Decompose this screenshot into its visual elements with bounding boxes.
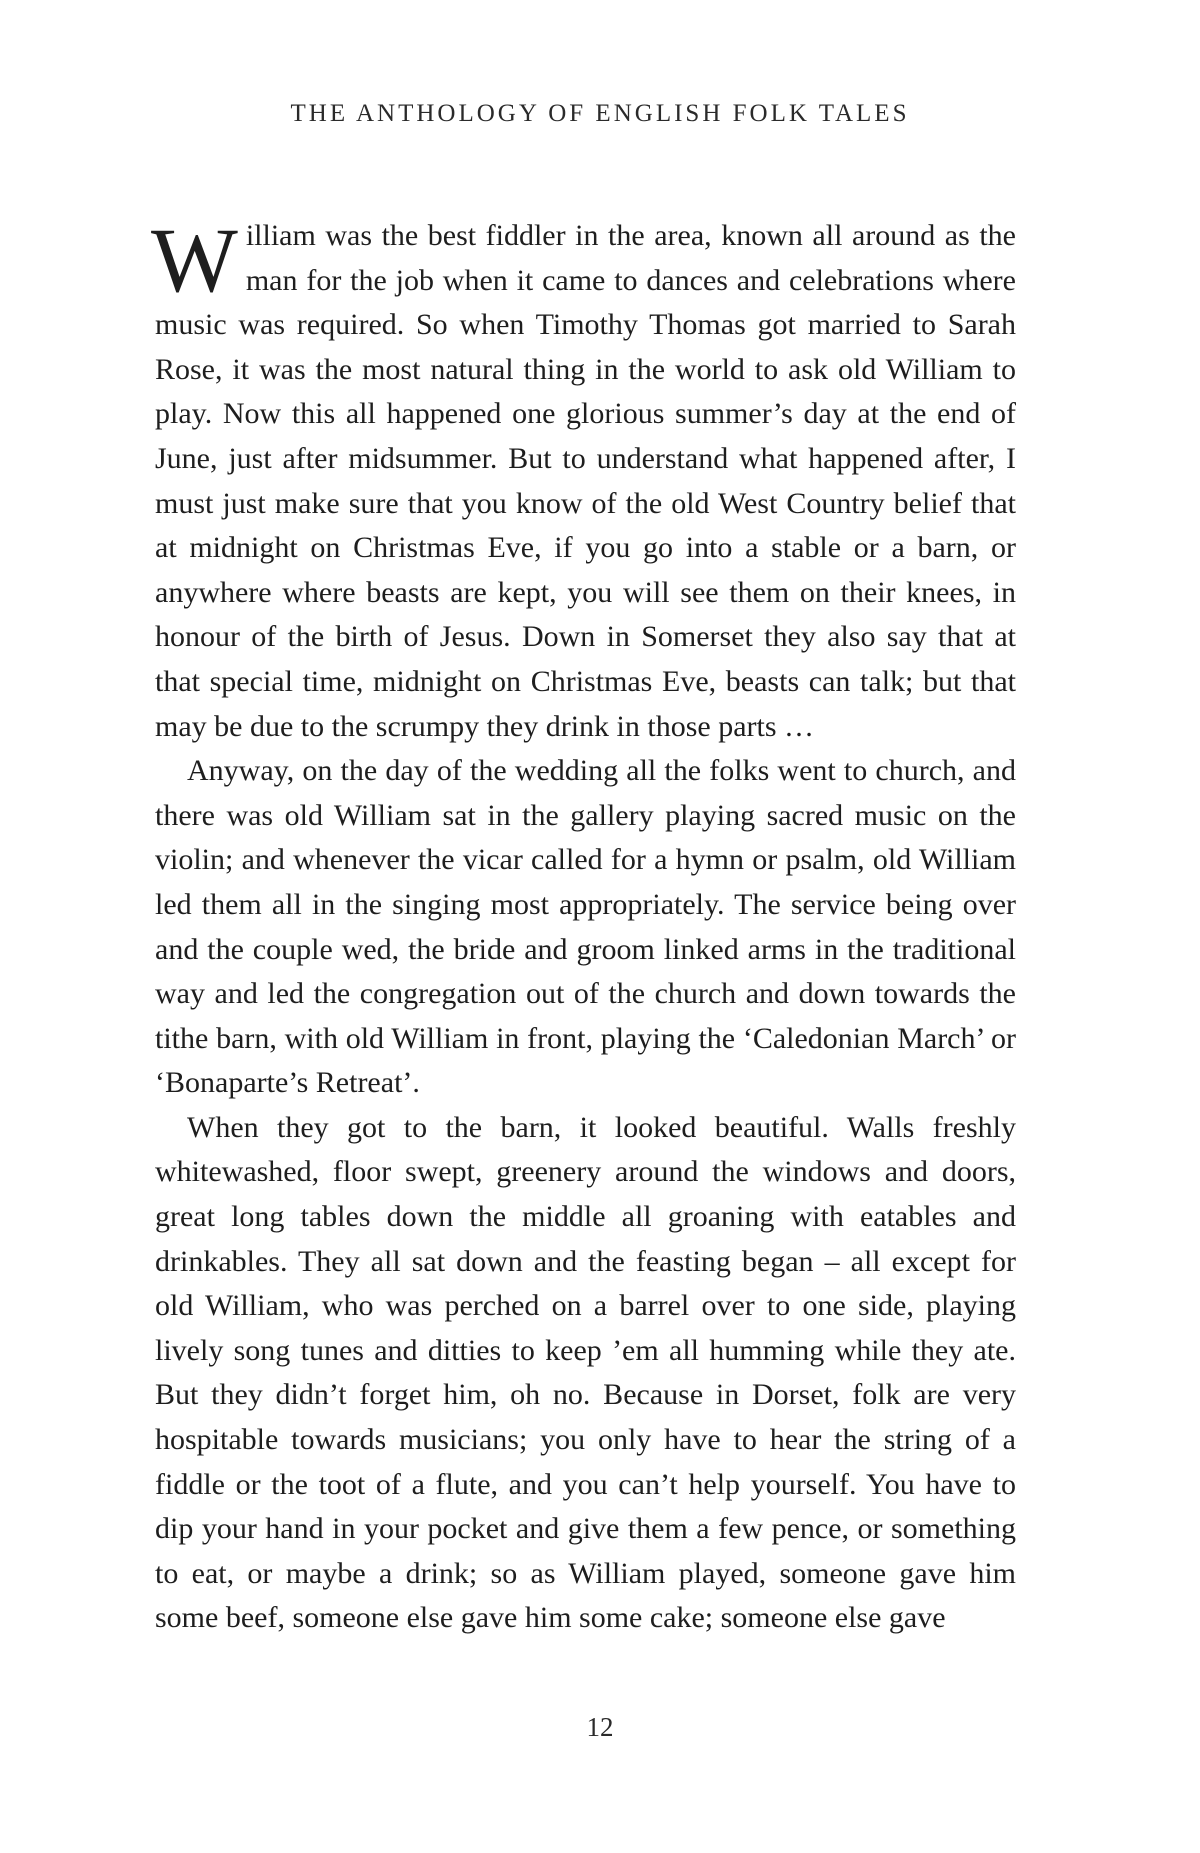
paragraph-opening [151, 209, 1016, 749]
paragraph-opening-text: illiam was the best fiddler in the area, known all around as the man for the job when it came to dances and celebrations where music was required. So when Timothy Thomas got married to Sarah Rose, it was the most natural thing in the world to ask old William to play. Now this all happened one glorious summer’s day at the end of June, just after midsummer. But to understand what happened after, I must just make sure that you know of the old West Country belief that at midnight on Christmas Eve, if you go into a stable or a barn, or anywhere where beasts are kept, you will see them on their knees, in honour of the birth of Jesus. Down in Somerset they also say that at that special time, midnight on Christmas Eve, beasts can talk; but that may be due to the scrumpy they drink in those parts … [155, 219, 1016, 743]
paragraph-wedding: Anyway, on the day of the wedding all the folks went to church, and there was old William sat in the gallery playing sacred music on the violin; and whenever the vicar called for a hymn or psalm, old William led them all in the singing most appropriately. The service being over and the couple wed, the bride and groom linked arms in the traditional way and led the congregation out of the church and down towards the tithe barn, with old William in front, playing the ‘Caledonian March’ or ‘Bonaparte’s Retreat’. [155, 754, 1016, 1100]
body-text [151, 209, 1016, 1641]
page-number: 12 [586, 1712, 614, 1742]
paragraph-barn: When they got to the barn, it looked beautiful. Walls freshly whitewashed, floor swept, greenery around the windows and doors, great long tables down the middle all groaning with eatables and drinkables. They all sat down and the feasting began – all except for old William, who was perched on a barrel over to one side, playing lively song tunes and ditties to keep ’em all humming while they ate. But they didn’t forget him, oh no. Because in Dorset, folk are very hospitable towards musicians; you only have to hear the string of a fiddle or the toot of a flute, and you can’t help yourself. You have to dip your hand in your pocket and give them a few pence, or something to eat, or maybe a drink; so as William played, someone gave him some beef, someone else gave him some cake; someone else gave [155, 1110, 1016, 1635]
running-head: THE ANTHOLOGY OF ENGLISH FOLK TALES [290, 100, 910, 127]
drop-cap: W [151, 209, 238, 311]
